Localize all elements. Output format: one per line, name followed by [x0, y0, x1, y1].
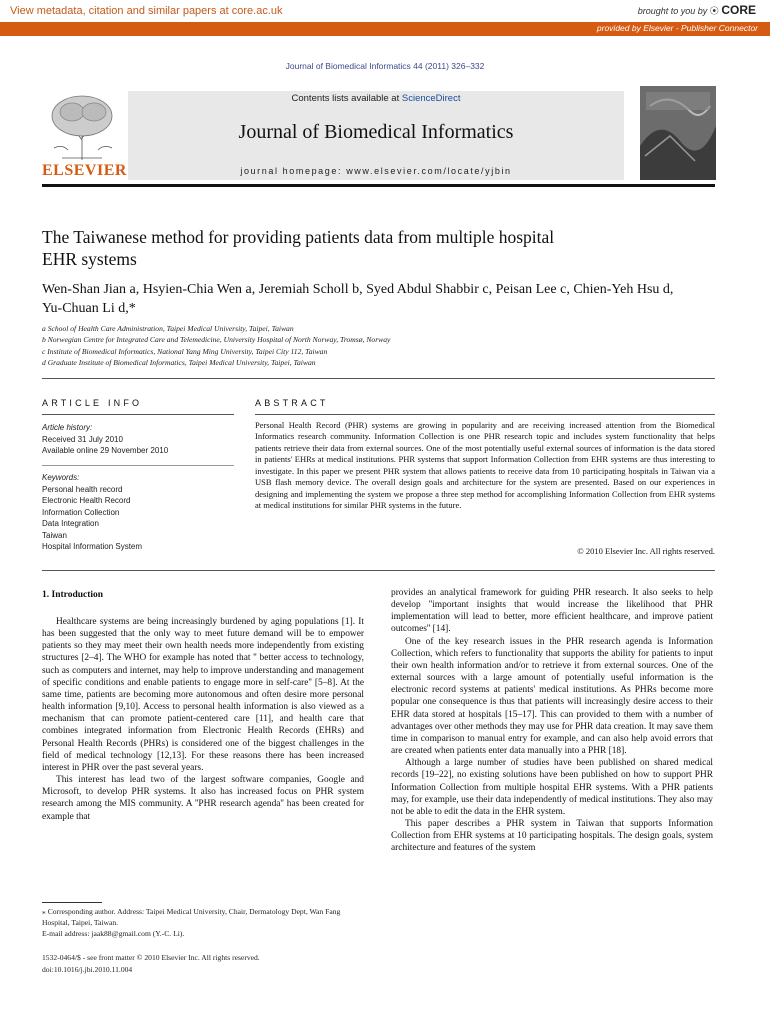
sciencedirect-link[interactable]: ScienceDirect: [401, 93, 461, 104]
received-date: Received 31 July 2010: [42, 434, 123, 444]
keyword-item: Hospital Information System: [42, 542, 143, 551]
keywords-block: [42, 472, 232, 553]
keyword-item: Data Integration: [42, 519, 99, 528]
doi-link[interactable]: doi:10.1016/j.jbi.2010.11.004: [42, 964, 133, 974]
journal-homepage[interactable]: journal homepage: www.elsevier.com/locate/yjbin: [240, 166, 512, 176]
section-heading-introduction: 1. Introduction: [42, 590, 104, 600]
body-column-left: [42, 616, 364, 823]
view-metadata-link[interactable]: View metadata, citation and similar papers at core.ac.uk: [10, 5, 283, 17]
history-label: Article history:: [42, 423, 93, 432]
paragraph: One of the key research issues in the PHR research agenda is Information Collection, which refers to functionality that supports the ability for patients to input their own health information and/or to retrieve it from external sources. One of the external sources with a large amount of potentially useful information is the electronic record systems at patients' medical institutions. As PHRs become more popular one consequence is thus that patients will increasingly desire access to their EHR data stored at hospitals [15–17]. This can provided to them with a number of advantages over other methods they may use for PHR data creation. It may save them time in comparison to manual entry for example, and can also help avoid errors that are created when patients enter data manually into a PHR [18].: [391, 636, 713, 757]
affiliation-d: d Graduate Institute of Biomedical Informatics, Taipei Medical University, Taipei, Taiwan: [42, 357, 316, 367]
affiliation-c: c Institute of Biomedical Informatics, National Yang Ming University, Taipei City 112, Taiwan: [42, 346, 328, 356]
online-date: Available online 29 November 2010: [42, 446, 169, 455]
history-rule: [42, 465, 234, 466]
core-logo-text: CORE: [721, 3, 756, 17]
affiliation-a: a School of Health Care Administration, Taipei Medical University, Taipei, Taiwan: [42, 324, 294, 333]
front-matter-line: 1532-0464/$ - see front matter © 2010 Elsevier Inc. All rights reserved.: [42, 953, 260, 962]
journal-citation[interactable]: Journal of Biomedical Informatics 44 (2011) 326–332: [285, 61, 485, 71]
provider-bar: [0, 22, 770, 36]
header-divider: [42, 184, 715, 187]
core-attribution[interactable]: [638, 3, 756, 17]
abstract-copyright: © 2010 Elsevier Inc. All rights reserved.: [577, 546, 715, 556]
keyword-item: Information Collection: [42, 507, 120, 517]
affiliations: [42, 323, 722, 368]
paragraph: This paper describes a PHR system in Taiwan that supports Information Collection from EHR systems at 10 participating hospitals. The design goals, system architecture and features of the system: [391, 818, 713, 854]
affiliation-b: b Norwegian Centre for Integrated Care and Telemedicine, University Hospital of North Norway, Tromsø, Norway: [42, 335, 391, 345]
core-banner: [0, 0, 770, 22]
abstract-rule: [255, 414, 715, 415]
brought-by-text: brought to you by: [637, 6, 708, 16]
page-footer: [42, 952, 367, 975]
contents-line: [128, 93, 624, 104]
keyword-item: Taiwan: [42, 530, 67, 540]
keyword-item: Electronic Health Record: [42, 496, 131, 505]
core-logo-icon: ⦿: [709, 6, 719, 16]
footnote-line: ⁎ Corresponding author. Address: Taipei Medical University, Chair, Dermatology Dept, Wan Fang Hospital, Taipei, Taiwan.: [42, 907, 341, 928]
article-info-heading: ARTICLE INFO: [42, 398, 143, 408]
abstract-bottom-rule: [42, 570, 715, 571]
title-line-1: The Taiwanese method for providing patients data from multiple hospital: [42, 227, 555, 247]
contents-prefix: Contents lists available at: [291, 93, 400, 104]
elsevier-wordmark: ELSEVIER: [42, 162, 127, 179]
abstract-text: Personal Health Record (PHR) systems are growing in popularity and are receiving increased attention from the Biomedical Informatics research community. Information Collection is one PHR research topic and includes system functionality that helps patients retrieve their data from external sources. One of the most potentially useful external sources of information is the data stored in patients' EHRs at medical institutions. PHR systems that support Information Collection from EHR systems are thus interesting to investigate. In this paper we present PHR system that allows patients to receive data from 10 participating hospitals in Taiwan via a USB flash memory device. The overall design goals and architecture for the system are presented. Based on our experiences in designing and implementing the system we propose a three step method for accomplishing Information Collection from EHR systems at medical institutions for similar PHR systems in the future.: [255, 420, 715, 511]
authors-line-1: Wen-Shan Jian a, Hsyien-Chia Wen a, Jeremiah Scholl b, Syed Abdul Shabbir c, Peisan Lee c, Chien-Yeh Hsu d,: [42, 282, 674, 297]
affil-divider: [42, 378, 715, 379]
footnote-rule: [42, 902, 102, 903]
paragraph: Although a large number of studies have been published on shared medical records [19–22], no existing solutions have been published on how to support PHR Information Collection from multiple hospital EHR systems. With a PHR patients may, for example, use their data independently of medical institutions. They also may not be able to edit the data in the EHR system.: [391, 758, 713, 817]
article-history: [42, 422, 232, 457]
paragraph: provides an analytical framework for guiding PHR research. It also seeks to help develop ''important insights that would increase the likelihood that PHR implementation will lead to better, more efficient healthcare, and improve patient outcomes'' [14].: [391, 588, 713, 635]
keyword-item: Personal health record: [42, 484, 123, 494]
provided-by-link[interactable]: provided by Elsevier - Publisher Connector: [596, 23, 758, 33]
corresponding-author-footnote: [42, 906, 367, 940]
keywords-label: Keywords:: [42, 473, 80, 482]
title-line-2: EHR systems: [42, 249, 137, 269]
journal-cover-image: [640, 86, 716, 180]
abstract-heading: ABSTRACT: [255, 398, 329, 408]
body-column-right: [391, 587, 713, 854]
paragraph: This interest has lead two of the largest software companies, Google and Microsoft, to develop PHR systems. It also has increased focus on PHR system research among the MIS community. A ''PHR research agenda'' has been created for example that: [42, 775, 364, 822]
article-title: [42, 226, 702, 270]
author-list: [42, 280, 722, 318]
article-info-rule: [42, 414, 234, 415]
paragraph: Healthcare systems are being increasingly burdened by aging populations [1]. It has been suggested that the only way to meet future demand will be to empower patients so they may meet their own health needs more independently from existing structures [2–4]. The WHO for example has noted that '' better access to technology, such as computers and internet, may help to improve understanding and management of specific conditions and enable patients to engage more in self-care'' [5–8]. At the same time, patients are becoming more autonomous and often desire more personal health information [9,10]. Access to personal health information is also viewed as a mechanism that can promote patient-centered care [11], and health care that combines integrated information from Electronic Health Records (EHRs) and Personal Health Records (PHRs) is considered one of the biggest challenges in the field of medical technology [12,13]. For these reasons there has been increased interest in PHR over the past several years.: [42, 617, 364, 773]
authors-line-2: Yu-Chuan Li d,*: [42, 301, 136, 316]
journal-title: Journal of Biomedical Informatics: [238, 121, 514, 143]
footnote-email[interactable]: E-mail address: jaak88@gmail.com (Y.-C. Li).: [42, 929, 185, 939]
